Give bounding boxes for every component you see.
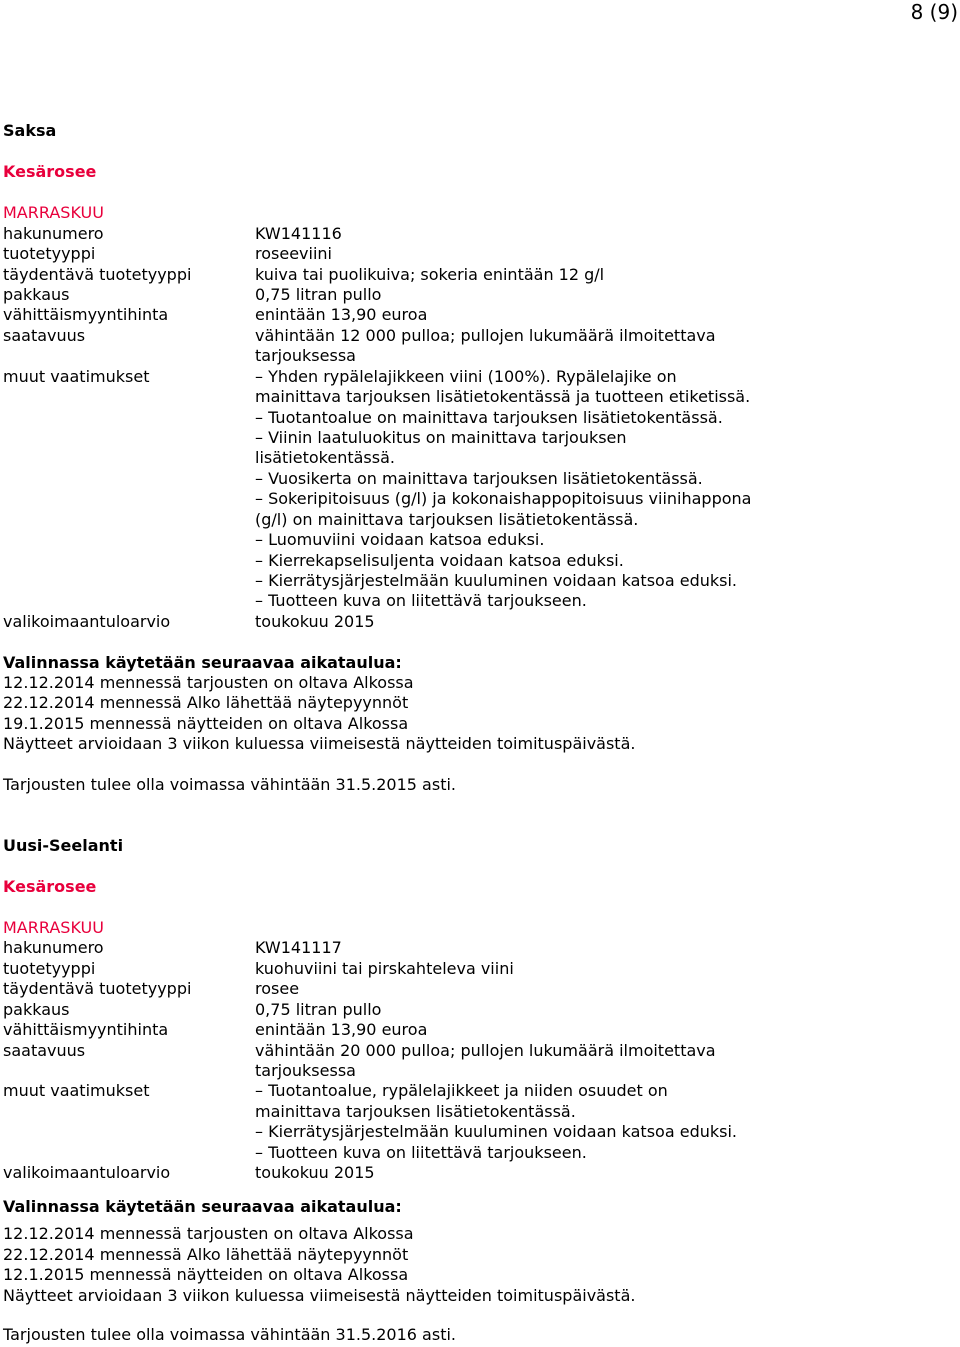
field-label: pakkaus	[3, 285, 70, 304]
field-label: vähittäismyyntihinta	[3, 305, 169, 324]
schedule-line: 22.12.2014 mennessä Alko lähettää näytepyynnöt	[3, 1245, 409, 1264]
requirement-line: – Kierrätysjärjestelmään kuuluminen voidaan katsoa eduksi.	[255, 571, 737, 590]
schedule-line: 19.1.2015 mennessä näytteiden on oltava Alkossa	[3, 714, 409, 733]
requirement-line: (g/l) on mainittava tarjouksen lisätietokentässä.	[255, 510, 639, 529]
field-label: saatavuus	[3, 1041, 86, 1060]
requirement-line: – Sokeripitoisuus (g/l) ja kokonaishappopitoisuus viinihappona	[255, 489, 752, 508]
field-label: valikoimaantuloarvio	[3, 1163, 171, 1182]
field-value: toukokuu 2015	[255, 1163, 375, 1182]
field-value: KW141116	[255, 224, 342, 243]
field-value: tarjouksessa	[255, 346, 356, 365]
field-value: 0,75 litran pullo	[255, 285, 382, 304]
field-value: kuiva tai puolikuiva; sokeria enintään 12 g/l	[255, 265, 605, 284]
requirement-line: mainittava tarjouksen lisätietokentässä.	[255, 1102, 576, 1121]
section-country-title: Uusi-Seelanti	[3, 836, 124, 855]
requirement-line: – Luomuviini voidaan katsoa eduksi.	[255, 530, 545, 549]
requirement-line: mainittava tarjouksen lisätietokentässä ja tuotteen etiketissä.	[255, 387, 751, 406]
offer-validity: Tarjousten tulee olla voimassa vähintään 31.5.2015 asti.	[3, 775, 456, 794]
field-label: muut vaatimukset	[3, 1081, 150, 1100]
requirement-line: – Tuotantoalue, rypälelajikkeet ja niiden osuudet on	[255, 1081, 668, 1100]
field-label: täydentävä tuotetyyppi	[3, 265, 192, 284]
requirement-line: – Tuotteen kuva on liitettävä tarjoukseen.	[255, 1143, 587, 1162]
field-value: rosee	[255, 979, 300, 998]
field-label: tuotetyyppi	[3, 959, 96, 978]
section-month: MARRASKUU	[3, 918, 104, 937]
field-value: 0,75 litran pullo	[255, 1000, 382, 1019]
requirement-line: – Kierrekapselisuljenta voidaan katsoa eduksi.	[255, 551, 624, 570]
section-month: MARRASKUU	[3, 203, 104, 222]
field-value: enintään 13,90 euroa	[255, 1020, 428, 1039]
schedule-line: 12.12.2014 mennessä tarjousten on oltava Alkossa	[3, 1224, 414, 1243]
field-label: muut vaatimukset	[3, 367, 150, 386]
schedule-line: 12.1.2015 mennessä näytteiden on oltava Alkossa	[3, 1265, 409, 1284]
requirement-line: – Viinin laatuluokitus on mainittava tarjouksen	[255, 428, 627, 447]
field-label: hakunumero	[3, 224, 104, 243]
field-label: valikoimaantuloarvio	[3, 612, 171, 631]
requirement-line: lisätietokentässä.	[255, 448, 395, 467]
requirement-line: – Yhden rypälelajikkeen viini (100%). Rypälelajike on	[255, 367, 677, 386]
field-value: tarjouksessa	[255, 1061, 356, 1080]
requirement-line: – Vuosikerta on mainittava tarjouksen lisätietokentässä.	[255, 469, 703, 488]
field-value: vähintään 12 000 pulloa; pullojen lukumäärä ilmoitettava	[255, 326, 716, 345]
field-label: vähittäismyyntihinta	[3, 1020, 169, 1039]
section-wine-type: Kesärosee	[3, 162, 97, 181]
requirement-line: – Tuotantoalue on mainittava tarjouksen lisätietokentässä.	[255, 408, 723, 427]
schedule-line: 22.12.2014 mennessä Alko lähettää näytepyynnöt	[3, 693, 409, 712]
field-value: toukokuu 2015	[255, 612, 375, 631]
offer-validity: Tarjousten tulee olla voimassa vähintään 31.5.2016 asti.	[3, 1325, 456, 1344]
schedule-line: Näytteet arvioidaan 3 viikon kuluessa viimeisestä näytteiden toimituspäivästä.	[3, 734, 636, 753]
schedule-line: Näytteet arvioidaan 3 viikon kuluessa viimeisestä näytteiden toimituspäivästä.	[3, 1286, 636, 1305]
section-wine-type: Kesärosee	[3, 877, 97, 896]
schedule-heading: Valinnassa käytetään seuraavaa aikataulua:	[3, 1197, 402, 1216]
field-value: roseeviini	[255, 244, 332, 263]
field-label: saatavuus	[3, 326, 86, 345]
field-value: vähintään 20 000 pulloa; pullojen lukumäärä ilmoitettava	[255, 1041, 716, 1060]
section-country-title: Saksa	[3, 121, 57, 140]
field-label: pakkaus	[3, 1000, 70, 1019]
field-label: hakunumero	[3, 938, 104, 957]
page-number: 8 (9)	[910, 0, 958, 24]
field-value: enintään 13,90 euroa	[255, 305, 428, 324]
requirement-line: – Tuotteen kuva on liitettävä tarjoukseen.	[255, 591, 587, 610]
field-value: kuohuviini tai pirskahteleva viini	[255, 959, 514, 978]
field-label: täydentävä tuotetyyppi	[3, 979, 192, 998]
schedule-heading: Valinnassa käytetään seuraavaa aikataulua:	[3, 653, 402, 672]
field-value: KW141117	[255, 938, 342, 957]
field-label: tuotetyyppi	[3, 244, 96, 263]
schedule-line: 12.12.2014 mennessä tarjousten on oltava Alkossa	[3, 673, 414, 692]
requirement-line: – Kierrätysjärjestelmään kuuluminen voidaan katsoa eduksi.	[255, 1122, 737, 1141]
